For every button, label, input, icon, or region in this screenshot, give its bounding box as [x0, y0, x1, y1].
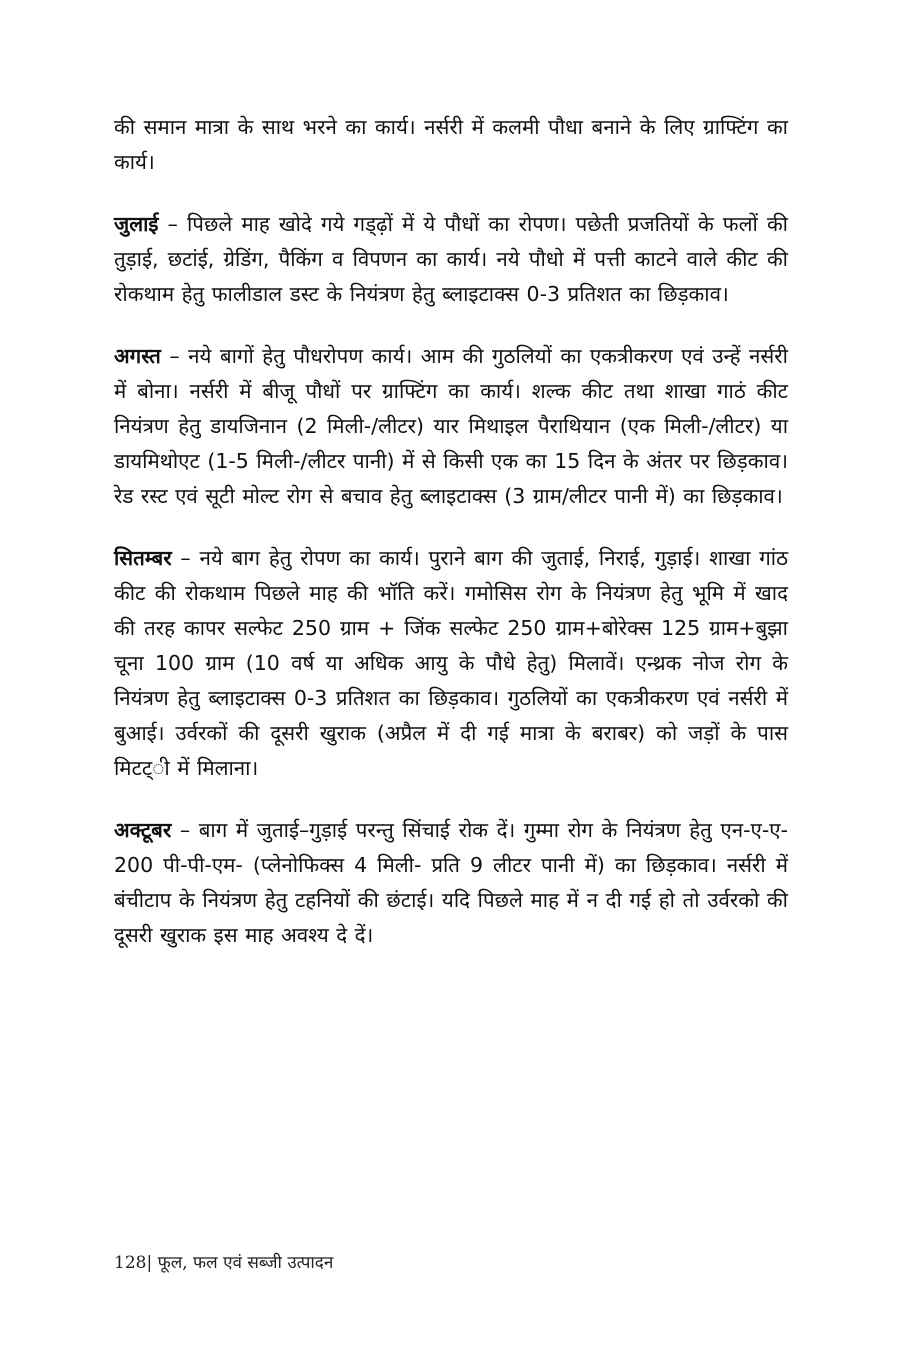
paragraph-continuation: [114, 110, 788, 180]
paragraph-text: – बाग में जुताई–गुड़ाई परन्तु सिंचाई रोक दें। गुम्मा रोग के नियंत्रण हेतु एन-ए-ए- 200 पी-पी-एम- (प्लेनोफिक्स 4 मिली- प्रति 9 लीटर पानी में) का छिड़काव। नर्सरी में बंचीटाप के नियंत्रण हेतु टहनियों की छंटाई। यदि पिछले माह में न दी गई हो तो उर्वरको की दूसरी खुराक इस माह अवश्य दे दें।: [114, 818, 788, 947]
page-number: 128: [114, 1253, 147, 1273]
paragraph-september: [114, 541, 788, 786]
book-title: फूल, फल एवं सब्जी उत्पादन: [152, 1253, 334, 1273]
page-content: [114, 110, 788, 980]
month-heading-july: जुलाई: [114, 212, 159, 236]
paragraph-october: [114, 813, 788, 953]
paragraph-july: [114, 207, 788, 312]
footer-separator: |: [146, 1253, 153, 1273]
paragraph-text: – नये बाग हेतु रोपण का कार्य। पुराने बाग की जुताई, निराई, गुड़ाई। शाखा गांठ कीट की रोकथाम पिछले माह की भॉति करें। गमोसिस रोग के नियंत्रण हेतु भूमि में खाद की तरह कापर सल्फेट 250 ग्राम + जिंक सल्फेट 250 ग्राम+बोरेक्स 125 ग्राम+बुझा चूना 100 ग्राम (10 वर्ष या अधिक आयु के पौधे हेतु) मिलावें। एन्थ्रक नोज रोग के नियंत्रण हेतु ब्लाइटाक्स 0-3 प्रतिशत का छिड़काव। गुठलियों का एकत्रीकरण एवं नर्सरी में बुआई। उर्वरकों की दूसरी खुराक (अप्रैल में दी गई मात्रा के बराबर) को जड़ों के पास मिटट्ी में मिलाना।: [114, 546, 788, 780]
month-heading-september: सितम्बर: [114, 546, 172, 570]
month-heading-august: अगस्त: [114, 344, 161, 368]
page-footer: [114, 1250, 333, 1273]
paragraph-text: – नये बागों हेतु पौधरोपण कार्य। आम की गुठलियों का एकत्रीकरण एवं उन्हें नर्सरी में बोना। नर्सरी में बीजू पौधों पर ग्राफ्टिंग का कार्य। शल्क कीट तथा शाखा गाठं कीट नियंत्रण हेतु डायजिनान (2 मिली-/लीटर) यार मिथाइल पैराथियान (एक मिली-/लीटर) या डायमिथोएट (1-5 मिली-/लीटर पानी) में से किसी एक का 15 दिन के अंतर पर छिड़काव। रेड रस्ट एवं सूटी मोल्ट रोग से बचाव हेतु ब्लाइटाक्स (3 ग्राम/लीटर पानी में) का छिड़काव।: [114, 344, 788, 508]
paragraph-august: [114, 339, 788, 514]
month-heading-october: अक्टूबर: [114, 818, 172, 842]
paragraph-text: – पिछले माह खोदे गये गड्ढ़ों में ये पौधों का रोपण। पछेती प्रजतियों के फलों की तुड़ाई, छटांई, ग्रेडिंग, पैकिंग व विपणन का कार्य। नये पौधो में पत्ती काटने वाले कीट की रोकथाम हेतु फालीडाल डस्ट के नियंत्रण हेतु ब्लाइटाक्स 0-3 प्रतिशत का छिड़काव।: [114, 212, 788, 306]
paragraph-text: की समान मात्रा के साथ भरने का कार्य। नर्सरी में कलमी पौधा बनाने के लिए ग्राफ्टिंग का कार्य।: [114, 115, 788, 174]
